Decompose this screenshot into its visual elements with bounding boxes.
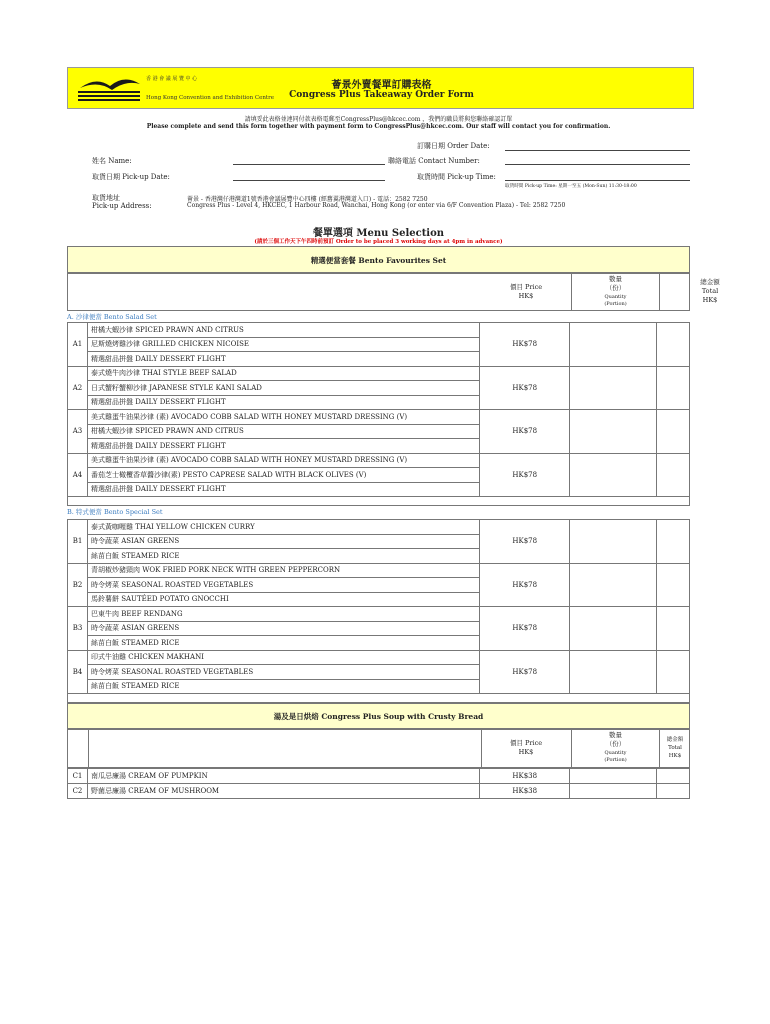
item-code: C1 [68, 769, 88, 784]
pickup-date-label: 取貨日期 Pick-up Date: [92, 173, 170, 181]
menu-item-row [68, 453, 690, 468]
spacer-row [68, 694, 690, 703]
item-description: 時令蔬菜 ASIAN GREENS [87, 621, 479, 636]
pickup-time-label: 取貨時間 Pick-up Time: [417, 173, 496, 181]
menu-item-row [68, 366, 690, 381]
menu-item-row [68, 323, 690, 338]
item-price: HK$78 [480, 453, 570, 497]
menu-item-row [68, 607, 690, 622]
quantity-cell[interactable] [570, 366, 657, 410]
total-cell[interactable] [657, 769, 690, 784]
soup-total-col-cn: 總金額 [666, 737, 684, 743]
org-name-en: Hong Kong Convention and Exhibition Centre [146, 95, 274, 101]
item-description: 青胡椒炒豬頸肉 WOK FRIED PORK NECK WITH GREEN PEPPERCORN [87, 563, 479, 578]
item-description: 野菌忌廉湯 CREAM OF MUSHROOM [87, 784, 479, 799]
item-code: B4 [68, 650, 88, 694]
item-description: 時令蔬菜 ASIAN GREENS [87, 534, 479, 549]
quantity-cell[interactable] [570, 650, 657, 694]
soup-column-header [67, 729, 690, 768]
item-price: HK$78 [480, 563, 570, 607]
quantity-cell[interactable] [570, 323, 657, 367]
order-date-field[interactable] [505, 150, 690, 151]
item-description: 尼斯燒烤雞沙律 GRILLED CHICKEN NICOISE [87, 337, 479, 352]
special-set-table [67, 519, 690, 703]
soup-total-col-header [660, 736, 690, 760]
quantity-cell[interactable] [570, 563, 657, 607]
salad-set-caption: A. 沙律便當 Bento Salad Set [67, 313, 157, 321]
item-code: C2 [68, 784, 88, 799]
menu-title: 餐單選項 Menu Selection [312, 228, 445, 239]
menu-item-row [68, 410, 690, 425]
soup-qty-col-en: Quantity [604, 750, 627, 756]
total-cell[interactable] [657, 366, 690, 410]
total-cell[interactable] [657, 784, 690, 799]
menu-note: (請於三個工作天下午四時前預訂 Order to be placed 3 working days at 4pm in advance) [254, 239, 503, 245]
item-description: 泰式黃咖喱雞 THAI YELLOW CHICKEN CURRY [87, 520, 479, 535]
quantity-cell[interactable] [570, 784, 657, 799]
soup-qty-col-cn2: （份） [605, 740, 626, 748]
menu-item-row [68, 650, 690, 665]
item-code: B3 [68, 607, 88, 651]
total-col-cn: 總金額 [700, 278, 720, 286]
item-description: 柑橘大蝦沙律 SPICED PRAWN AND CITRUS [87, 323, 479, 338]
item-description: 美式雞蛋牛油果沙律 (素) AVOCADO COBB SALAD WITH HONEY MUSTARD DRESSING (V) [87, 410, 479, 425]
pickup-time-field[interactable] [505, 180, 690, 181]
item-description: 日式蟹籽蟹柳沙律 JAPANESE STYLE KANI SALAD [87, 381, 479, 396]
item-price: HK$78 [480, 520, 570, 564]
item-price: HK$78 [480, 410, 570, 454]
item-description: 時令烤菜 SEASONAL ROASTED VEGETABLES [87, 578, 479, 593]
pickup-time-note: 取貨時間 Pick-up Time: 星期一至五 (Mon-Sun) 11:30-18:00 [505, 184, 637, 189]
salad-set-table [67, 322, 690, 506]
total-cell[interactable] [657, 520, 690, 564]
org-name-cn: 香 港 會 議 展 覽 中 心 [146, 76, 198, 82]
name-field[interactable] [233, 164, 385, 165]
pickup-date-field[interactable] [233, 180, 385, 181]
total-cell[interactable] [657, 323, 690, 367]
quantity-cell[interactable] [570, 453, 657, 497]
soup-item-row [68, 769, 690, 784]
item-price: HK$78 [480, 607, 570, 651]
soup-price-col-cn: 價目 Price [509, 739, 543, 747]
instructions-cn: 請填妥此表格並連同付款表格電郵至CongressPlus@hkcec.com ，我們的職員將與您聯絡確認訂單 [244, 116, 513, 123]
spacer-row [68, 497, 690, 506]
item-code: B2 [68, 563, 88, 607]
form-title-cn: 薈景外賣餐單訂購表格 [331, 80, 432, 91]
quantity-cell[interactable] [570, 520, 657, 564]
item-description: 番茄芝士橄欖香草醬沙律(素) PESTO CAPRESE SALAD WITH BLACK OLIVES (V) [87, 468, 479, 483]
quantity-cell[interactable] [570, 410, 657, 454]
quantity-cell[interactable] [570, 769, 657, 784]
qty-col-cn: 數量 [609, 275, 622, 283]
item-price: HK$78 [480, 323, 570, 367]
item-code: A2 [68, 366, 88, 410]
item-description: 巴東牛肉 BEEF RENDANG [87, 607, 479, 622]
bento-section-title: 精選便當套餐 Bento Favourites Set [67, 246, 690, 273]
total-cell[interactable] [657, 410, 690, 454]
contact-label: 聯絡電話 Contact Number: [388, 157, 480, 165]
item-price: HK$78 [480, 650, 570, 694]
contact-field[interactable] [505, 164, 690, 165]
soup-item-row [68, 784, 690, 799]
qty-col-cn2: （份） [605, 284, 626, 292]
item-price: HK$78 [480, 366, 570, 410]
address-cn: 薈景 - 香港灣仔港灣道1號香港會議展覽中心四樓 (經舊翼港灣道入口) - 電話：2582 7250 [187, 196, 428, 203]
qty-col-en: Quantity [604, 294, 627, 300]
item-description: 馬鈴薯餅 SAUTÉED POTATO GNOCCHI [87, 592, 479, 607]
spacer-cell [68, 694, 690, 703]
item-description: 印式牛油雞 CHICKEN MAKHANI [87, 650, 479, 665]
total-cell[interactable] [657, 650, 690, 694]
bento-column-header [67, 273, 720, 311]
instructions-en: Please complete and send this form together with payment form to CongressPlus@hkcec.com. Our staff will contact you for confirmation. [146, 123, 611, 130]
qty-col-header [572, 275, 659, 308]
address-label-cn: 取貨地址 [92, 194, 120, 202]
total-col-en2: HK$ [702, 296, 718, 304]
item-description: 時令烤菜 SEASONAL ROASTED VEGETABLES [87, 665, 479, 680]
quantity-cell[interactable] [570, 607, 657, 651]
address-label-en: Pick-up Address: [92, 202, 152, 210]
order-date-label: 訂購日期 Order Date: [417, 142, 490, 150]
spacer-cell [68, 497, 690, 506]
item-description: 精選甜品拼盤 DAILY DESSERT FLIGHT [87, 482, 479, 497]
price-col-header [481, 283, 571, 320]
soup-qty-col-en2: (Portion) [604, 757, 627, 763]
item-price: HK$38 [480, 784, 570, 799]
soup-section-title: 湯及是日烘焙 Congress Plus Soup with Crusty Bread [67, 703, 690, 729]
item-description: 絲苗白飯 STEAMED RICE [87, 636, 479, 651]
address-en: Congress Plus - Level 4, HKCEC, 1 Harbour Road, Wanchai, Hong Kong (or enter via 6/F Convention Plaza) - Tel: 2582 7250 [187, 202, 566, 209]
total-col-en: Total [701, 287, 719, 295]
item-code: B1 [68, 520, 88, 564]
item-description: 絲苗白飯 STEAMED RICE [87, 549, 479, 564]
item-description: 精選甜品拼盤 DAILY DESSERT FLIGHT [87, 352, 479, 367]
item-description: 南瓜忌廉湯 CREAM OF PUMPKIN [87, 769, 479, 784]
item-code: A1 [68, 323, 88, 367]
item-description: 絲苗白飯 STEAMED RICE [87, 679, 479, 694]
total-cell[interactable] [657, 453, 690, 497]
item-description: 柑橘大蝦沙律 SPICED PRAWN AND CITRUS [87, 424, 479, 439]
soup-price-col-en: HK$ [518, 748, 534, 756]
special-set-caption: B. 特式便當 Bento Special Set [67, 508, 163, 516]
menu-item-row [68, 563, 690, 578]
soup-qty-col-cn: 數量 [609, 731, 622, 739]
soup-total-col-en2: HK$ [668, 753, 682, 759]
item-code: A4 [68, 453, 88, 497]
price-col-en: HK$ [518, 292, 534, 300]
item-price: HK$38 [480, 769, 570, 784]
soup-price-col-header [481, 739, 571, 757]
item-description: 美式雞蛋牛油果沙律 (素) AVOCADO COBB SALAD WITH HONEY MUSTARD DRESSING (V) [87, 453, 479, 468]
soup-total-col-en: Total [668, 745, 682, 751]
item-description: 精選甜品拼盤 DAILY DESSERT FLIGHT [87, 395, 479, 410]
total-cell[interactable] [657, 607, 690, 651]
header-banner [67, 67, 694, 109]
item-code: A3 [68, 410, 88, 454]
price-col-cn: 價目 Price [509, 283, 543, 291]
menu-item-row [68, 520, 690, 535]
name-label: 姓名 Name: [92, 157, 132, 165]
soup-qty-col-header [572, 731, 659, 764]
item-description: 泰式燒牛肉沙律 THAI STYLE BEEF SALAD [87, 366, 479, 381]
form-title-en: Congress Plus Takeaway Order Form [289, 90, 474, 100]
total-col-header [660, 278, 760, 305]
item-description: 精選甜品拼盤 DAILY DESSERT FLIGHT [87, 439, 479, 454]
total-cell[interactable] [657, 563, 690, 607]
qty-col-en2: (Portion) [604, 301, 627, 307]
soup-table [67, 768, 690, 799]
